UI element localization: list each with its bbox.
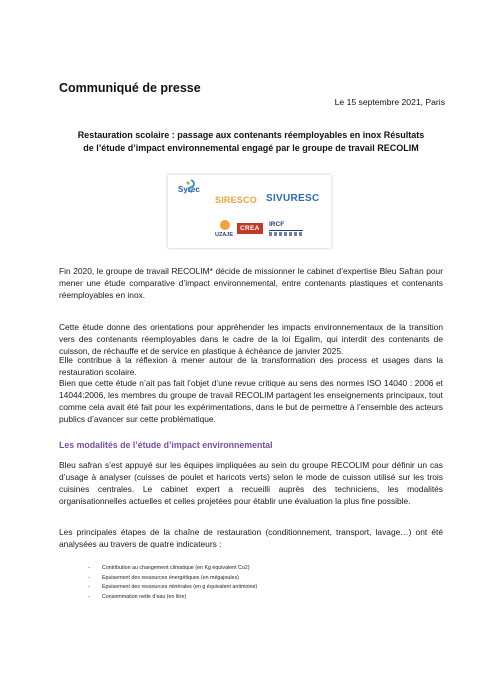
ircf-logo: IRCF bbox=[269, 221, 285, 228]
list-item bbox=[88, 564, 388, 574]
bullet-dash: - bbox=[88, 574, 90, 581]
uzaje-logo-mark-icon bbox=[220, 220, 230, 230]
indicator-list bbox=[88, 564, 388, 602]
paragraph-intro: Fin 2020, le groupe de travail RECOLIM* décide de missionner le cabinet d’expertise Bleu Safran pour mener une étude comparative d’impact environnemental, entre contenants plastiques et contenants réemployables en inox. bbox=[59, 266, 443, 300]
paragraph-methodology: Bleu safran s’est appuyé sur les équipes impliquées au sein du groupe RECOLIM pour définir un cas d’usage à analyser (cuisses de poulet et haricots verts) selon le mode de cuisson utilisé sur les trois cuisines centrales. Le cabinet expert a recueilli auprès des techniciens, les modalités organisationnelles actuelles et celles projetées pour établir une évaluation la plus fine possible. bbox=[59, 460, 443, 506]
paragraph-iso-review: Bien que cette étude n’ait pas fait l’objet d’une revue critique au sens des normes ISO 14040 : 2006 et 14044:2006, les membres du groupe de travail RECOLIM partagent les enseignements principaux, tout comme cela avait été fait pour les expérimentations, dans le but de permettre à l’ensemble des acteurs publics d’avancer sur cette problématique. bbox=[59, 378, 443, 424]
crea-logo: CREA bbox=[237, 223, 263, 234]
list-item bbox=[88, 574, 388, 584]
indicator-label: Consommation nette d’eau (en litre) bbox=[102, 593, 187, 600]
ircf-logo-tagline-icon bbox=[269, 232, 303, 236]
document-heading: Communiqué de presse bbox=[59, 81, 201, 95]
syrec-logo: Syrec bbox=[178, 185, 200, 194]
siresco-logo: SIRESCO bbox=[215, 195, 257, 205]
partner-logos-panel bbox=[168, 175, 331, 248]
list-item bbox=[88, 583, 388, 593]
indicator-label: Contribution au changement climatique (en Kg équivalent Co2) bbox=[102, 565, 250, 571]
paragraph-contribution: Elle contribue à la réflexion à mener autour de la transformation des process et usages dans la restauration scolaire. bbox=[59, 355, 443, 377]
sivuresc-logo: SIVURESC bbox=[266, 193, 320, 204]
title-line-2: de l’étude d’impact environnemental engagé par le groupe de travail RECOLIM bbox=[83, 143, 419, 153]
title-line-1: Restauration scolaire : passage aux contenants réemployables en inox Résultats bbox=[77, 130, 425, 140]
date-line: Le 15 septembre 2021, Paris bbox=[334, 97, 445, 107]
bullet-dash: - bbox=[88, 565, 90, 571]
uzaje-logo: UZAJE bbox=[215, 232, 234, 238]
bullet-dash: - bbox=[88, 584, 90, 591]
bullet-dash: - bbox=[88, 593, 90, 600]
section-heading: Les modalités de l’étude d’impact environnemental bbox=[59, 440, 273, 450]
indicator-label: Epuisement des ressources minérales (en g équivalent antimoine) bbox=[102, 584, 258, 591]
press-release-title bbox=[59, 129, 443, 155]
list-item bbox=[88, 593, 388, 603]
ircf-logo-underline bbox=[269, 230, 303, 231]
paragraph-indicators-intro: Les principales étapes de la chaîne de restauration (conditionnement, transport, lavage…) ont été analysées au travers de quatre indicateurs : bbox=[59, 527, 443, 549]
paragraph-orientations: Cette étude donne des orientations pour appréhender les impacts environnementaux de la transition vers des contenants réemployables dans le cadre de la loi Egalim, qui interdit des contenants de cuisson, de réchauffe et de service en plastique à échéance de janvier 2025. bbox=[59, 322, 443, 356]
indicator-label: Epuisement des ressources énergétiques (en mégajoules) bbox=[102, 574, 239, 581]
